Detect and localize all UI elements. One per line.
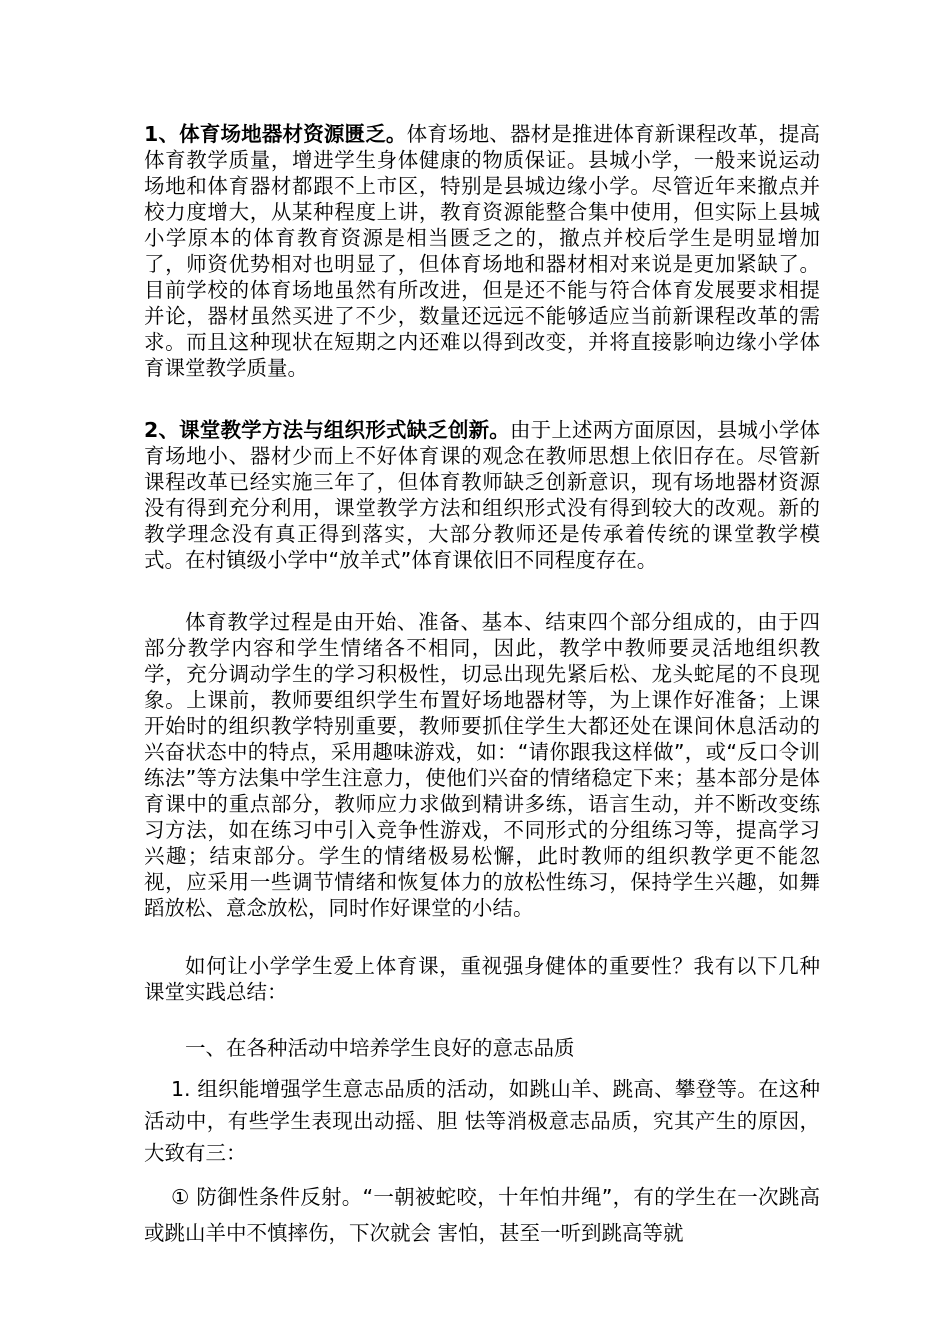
list-item-defensive-reflex: ① 防御性条件反射。“一朝被蛇咬，十年怕井绳”，有的学生在一次跳高或跳山羊中不慎摔伤，下次就会 害怕，甚至一听到跳高等就 (144, 1185, 820, 1245)
paragraph-teaching-process: 体育教学过程是由开始、准备、基本、结束四个部分组成的，由于四部分教学内容和学生情绪各不相同，因此，教学中教师要灵活地组织教学，充分调动学生的学习积极性，切忌出现先紧后松、龙头蛇尾的不良现象。上课前，教师要组织学生布置好场地器材等，为上课作好准备；上课开始时的组织教学特别重要，教师要抓住学生大都还处在课间休息活动的兴奋状态中的特点，采用趣味游戏，如：“请你跟我这样做”，或“反口令训练法”等方法集中学生注意力，使他们兴奋的情绪稳定下来；基本部分是体育课中的重点部分，教师应力求做到精讲多练，语言生动，并不断改变练习方法，如在练习中引入竞争性游戏，不同形式的分组练习等，提高学习兴趣；结束部分。学生的情绪极易松懈，此时教师的组织教学更不能忽视，应采用一些调节情绪和恢复体力的放松性练习，保持学生兴趣，如舞蹈放松、意念放松，同时作好课堂的小结。 (144, 610, 820, 920)
section-heading: 一、在各种活动中培养学生良好的意志品质 (185, 1036, 575, 1060)
list-item-1: 1. 组织能增强学生意志品质的活动，如跳山羊、跳高、攀登等。在这种活动中，有些学生表现出动摇、胆 怯等消极意志品质，究其产生的原因，大致有三： (144, 1077, 820, 1165)
paragraph-summary-intro: 如何让小学学生爱上体育课，重视强身健体的重要性？我有以下几种课堂实践总结： (144, 954, 820, 1004)
paragraph-body-teaching-methods: 由于上述两方面原因，县城小学体育场地小、器材少而上不好体育课的观念在教师思想上依旧存在。尽管新课程改革已经实施三年了，但体育教师缺乏创新意识，现有场地器材资源没有得到充分利用，课堂教学方法和组织形式没有得到较大的改观。新的教学理念没有真正得到落实，大部分教师还是传承着传统的课堂教学模式。在村镇级小学中“放羊式”体育课依旧不同程度存在。 (144, 418, 821, 572)
paragraph-lead-facilities: 1、体育场地器材资源匮乏。 (144, 122, 407, 146)
paragraph-lead-teaching-methods: 2、课堂教学方法与组织形式缺乏创新。 (144, 418, 510, 442)
document-page (144, 121, 820, 1251)
paragraph-facilities (144, 121, 820, 381)
paragraph-body-facilities: 体育场地、器材是推进体育新课程改革，提高体育教学质量，增进学生身体健康的物质保证。县城小学，一般来说运动场地和体育器材都跟不上市区，特别是县城边缘小学。尽管近年来撤点并校力度增大，从某种程度上讲，教育资源能整合集中使用，但实际上县城小学原本的体育教育资源是相当匮乏之的，撤点并校后学生是明显增加了，师资优势相对也明显了，但体育场地和器材相对来说是更加紧缺了。目前学校的体育场地虽然有所改进，但是还不能与符合体育发展要求相提并论，器材虽然买进了不少，数量还远远不能够适应当前新课程改革的需求。而且这种现状在短期之内还难以得到改变，并将直接影响边缘小学体育课堂教学质量。 (144, 122, 820, 380)
paragraph-teaching-methods (144, 417, 820, 573)
